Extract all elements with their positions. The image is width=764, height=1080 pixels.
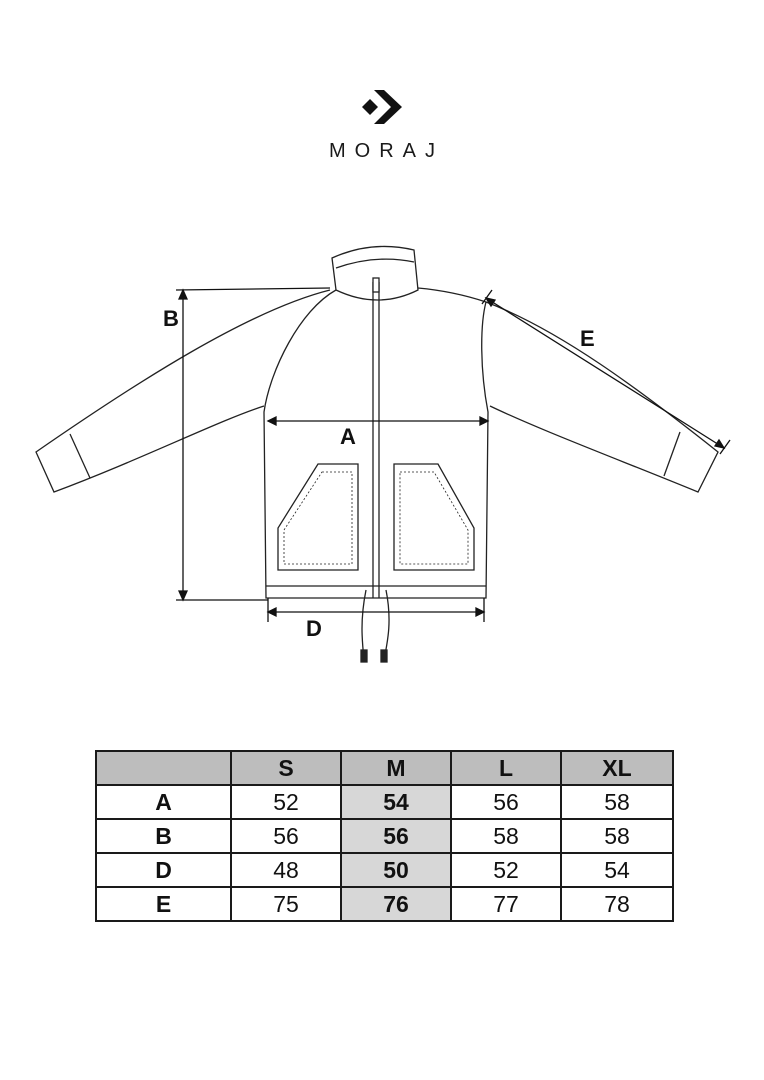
- table-row: [96, 887, 673, 921]
- brand-logo: [0, 88, 764, 163]
- row-label-e: E: [96, 887, 231, 921]
- table-cell: 56: [231, 819, 341, 853]
- dimension-label-a: A: [340, 424, 356, 449]
- chevron-diamond-logo-icon: [360, 88, 404, 126]
- table-cell: 58: [451, 819, 561, 853]
- dimension-label-e: E: [580, 326, 595, 351]
- table-cell-highlight: 56: [341, 819, 451, 853]
- dimension-label-b: B: [163, 306, 179, 331]
- table-cell-highlight: 50: [341, 853, 451, 887]
- table-corner: [96, 751, 231, 785]
- table-cell: 54: [561, 853, 673, 887]
- table-row: [96, 853, 673, 887]
- size-table: [95, 750, 674, 922]
- brand-name: MORAJ: [329, 140, 444, 162]
- table-cell: 56: [451, 785, 561, 819]
- size-header-row: [96, 751, 673, 785]
- dimension-label-d: D: [306, 616, 322, 641]
- size-header-l: L: [451, 751, 561, 785]
- table-cell: 58: [561, 785, 673, 819]
- table-cell: 52: [231, 785, 341, 819]
- size-header-xl: XL: [561, 751, 673, 785]
- table-cell: 77: [451, 887, 561, 921]
- size-header-m: M: [341, 751, 451, 785]
- row-label-b: B: [96, 819, 231, 853]
- table-cell-highlight: 54: [341, 785, 451, 819]
- table-row: [96, 785, 673, 819]
- row-label-d: D: [96, 853, 231, 887]
- table-cell: 75: [231, 887, 341, 921]
- table-cell: 78: [561, 887, 673, 921]
- table-cell: 58: [561, 819, 673, 853]
- table-cell: 48: [231, 853, 341, 887]
- table-row: [96, 819, 673, 853]
- row-label-a: A: [96, 785, 231, 819]
- size-header-s: S: [231, 751, 341, 785]
- table-cell-highlight: 76: [341, 887, 451, 921]
- jacket-diagram: [0, 230, 764, 685]
- jacket-outline: [0, 230, 764, 680]
- table-cell: 52: [451, 853, 561, 887]
